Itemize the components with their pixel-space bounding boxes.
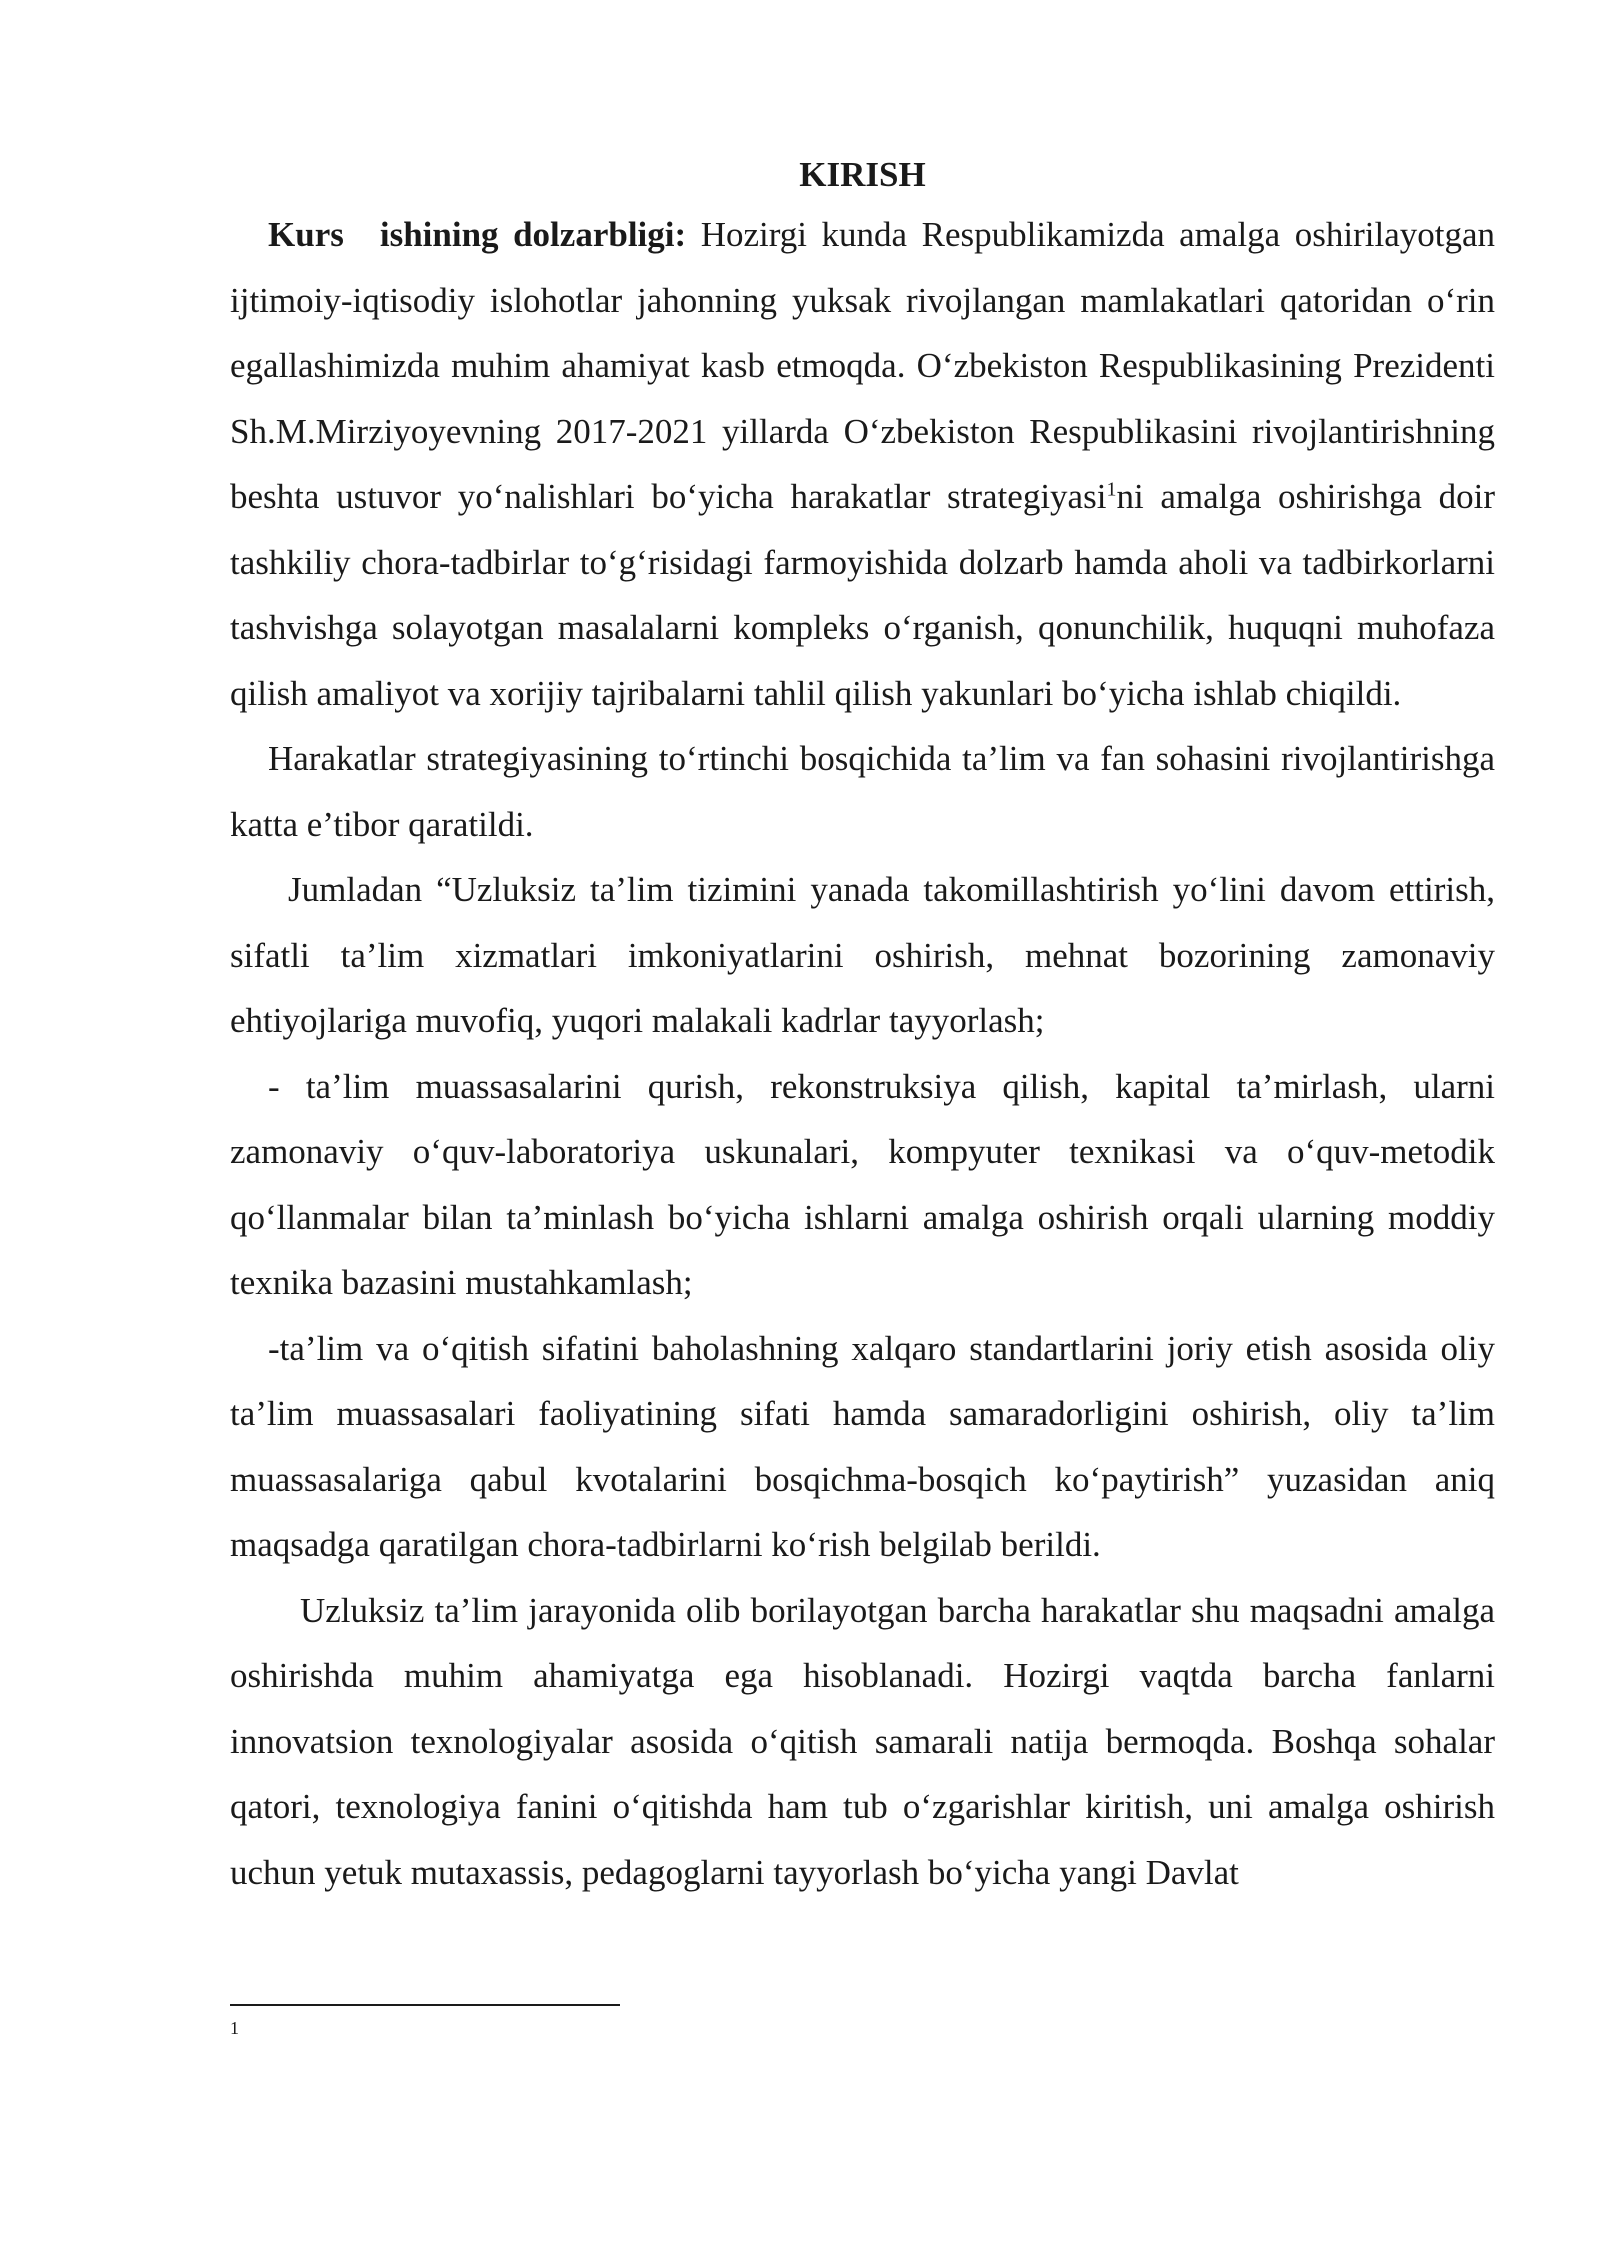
intro-text-b: ni amalga oshirishga doir tashkiliy chora-tadbirlar to‘g‘risidagi farmoyishida dolzarb hamda aholi va tadbirkorlarni tashvishga solayotgan masalalarni kompleks o‘rganish, qonunchilik, huquqni muhofaza qilish amaliyot va xorijiy tajribalarni tahlil qilish yakunlari bo‘yicha ishlab chiqildi. (230, 477, 1495, 713)
paragraph-strategy: Harakatlar strategiyasining to‘rtinchi bosqichida ta’lim va fan sohasini rivojlantirishga katta e’tibor qaratildi. (230, 739, 1495, 844)
footnote-separator (230, 2004, 620, 2006)
paragraph-bullet-construction: - ta’lim muassasalarini qurish, rekonstruksiya qilish, kapital ta’mirlash, ularni zamonaviy o‘quv-laboratoriya uskunalari, kompyuter texnikasi va o‘quv-metodik qo‘llanmalar bilan ta’minlash bo‘yicha ishlarni amalga oshirish orqali ularning moddiy texnika bazasini mustahkamlash; (230, 1066, 1495, 1302)
paragraph-continuous-education: Uzluksiz ta’lim jarayonida olib borilayotgan barcha harakatlar shu maqsadni amalga oshirishda muhim ahamiyatga ega hisoblanadi. Hozirgi vaqtda barcha fanlarni innovatsion texnologiyalar asosida o‘qitish samarali natija bermoqda. Boshqa sohalar qatori, texnologiya fanini o‘qitishda ham tub o‘zgarishlar kiritish, uni amalga oshirish uchun yetuk mutaxassis, pedagoglarni tayyorlash bo‘yicha yangi Davlat (230, 1590, 1495, 1892)
intro-text-a: Hozirgi kunda Respublikamizda amalga oshirilayotgan ijtimoiy-iqtisodiy islohotlar jahonning yuksak rivojlangan mamlakatlari qatoridan o‘rin egallashimizda muhim ahamiyat kasb etmoqda. O‘zbekiston Respublikasining Prezidenti Sh.M.Mirziyoyevning 2017-2021 yillarda O‘zbekiston Respublikasini rivojlantirishning beshta ustuvor yo‘nalishlari bo‘yicha harakatlar strategiyasi (230, 215, 1495, 516)
document-page (230, 148, 1495, 1905)
paragraph-bullet-quality: -ta’lim va o‘qitish sifatini baholashning xalqaro standartlarini joriy etish asosida oliy ta’lim muassasalari faoliyatining sifati hamda samaradorligini oshirish, oliy ta’lim muassasalariga qabul kvotalarini bosqichma-bosqich ko‘paytirish” yuzasidan aniq maqsadga qaratilgan chora-tadbirlarni ko‘rish belgilab berildi. (230, 1328, 1495, 1564)
footnote-number: 1 (230, 2018, 239, 2038)
intro-lead-word: Kurs (268, 215, 344, 254)
document-title: KIRISH (799, 155, 926, 194)
intro-paragraph (230, 202, 1495, 726)
intro-lead-phrase: ishining dolzarbligi: (379, 215, 687, 254)
footnote-reference[interactable]: 1 (1106, 478, 1117, 501)
paragraph-quote-start: Jumladan “Uzluksiz ta’lim tizimini yanada takomillashtirish yo‘lini davom ettirish, sifatli ta’lim xizmatlari imkoniyatlarini oshirish, mehnat bozorining zamonaviy ehtiyojlariga muvofiq, yuqori malakali kadrlar tayyorlash; (230, 870, 1495, 1040)
